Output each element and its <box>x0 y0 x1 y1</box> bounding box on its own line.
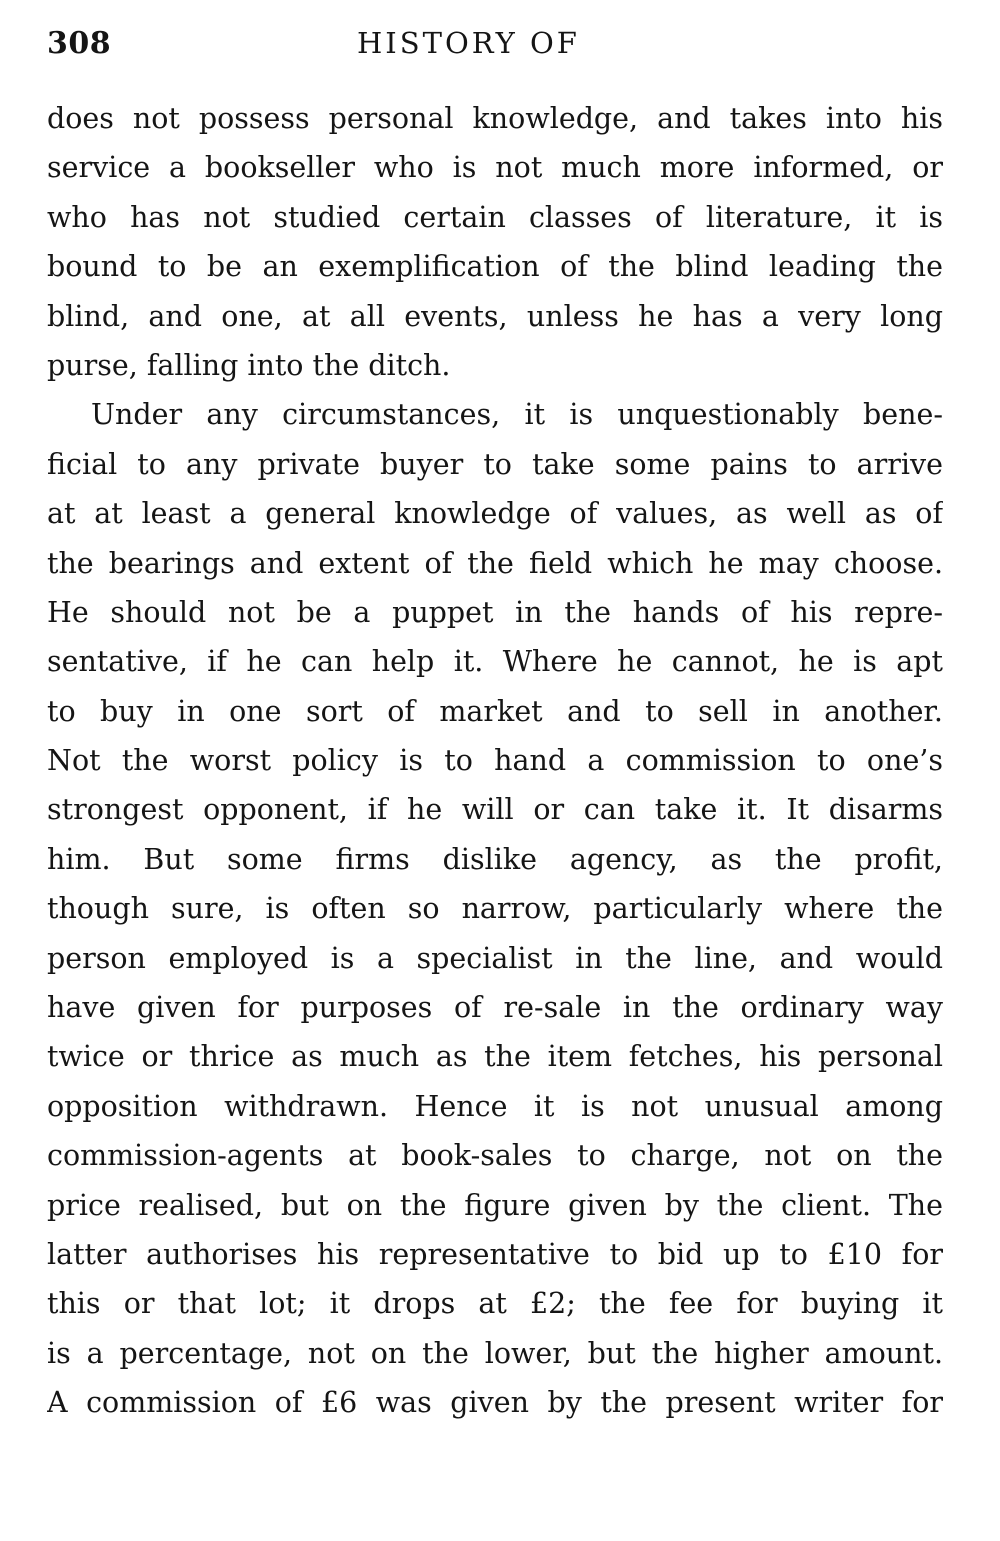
text-line: at at least a general knowledge of values, as well as of <box>47 497 943 531</box>
text-line: to buy in one sort of market and to sell in another. <box>47 694 943 728</box>
text-line: commission-agents at book-sales to charge, not on the <box>47 1139 943 1173</box>
body-text <box>47 94 943 1428</box>
text-line: twice or thrice as much as the item fetches, his personal <box>47 1040 943 1074</box>
text-line: latter authorises his representative to bid up to £10 for <box>47 1237 943 1271</box>
paragraph-1 <box>47 94 943 390</box>
text-line: Under any circumstances, it is unquestionably bene- <box>91 398 943 432</box>
text-line: strongest opponent, if he will or can take it. It disarms <box>47 793 943 827</box>
page-number: 308 <box>47 26 112 61</box>
text-line: does not possess personal knowledge, and takes into his <box>47 102 943 135</box>
text-line: purse, falling into the ditch. <box>47 348 451 382</box>
text-line: though sure, is often so narrow, particularly where the <box>47 892 943 926</box>
text-line: ficial to any private buyer to take some pains to arrive <box>47 447 943 481</box>
text-line: He should not be a puppet in the hands of his repre- <box>47 595 943 629</box>
text-line: person employed is a specialist in the line, and would <box>47 941 943 975</box>
paragraph-2 <box>47 390 943 1427</box>
text-line: opposition withdrawn. Hence it is not unusual among <box>47 1089 943 1123</box>
text-line: Not the worst policy is to hand a commission to one’s <box>47 744 943 778</box>
running-head <box>47 26 943 72</box>
text-line: him. But some firms dislike agency, as the profit, <box>47 842 943 876</box>
text-line: bound to be an exemplification of the blind leading the <box>47 250 943 284</box>
text-line: have given for purposes of re-sale in the ordinary way <box>47 991 943 1025</box>
text-line: the bearings and extent of the field which he may choose. <box>47 546 943 580</box>
text-line: this or that lot; it drops at £2; the fee for buying it <box>47 1287 943 1321</box>
text-line: blind, and one, at all events, unless he has a very long <box>47 299 943 333</box>
text-line: price realised, but on the figure given by the client. The <box>47 1188 943 1222</box>
text-line: who has not studied certain classes of literature, it is <box>47 200 943 234</box>
running-title: HISTORY OF <box>357 26 580 60</box>
text-line: A commission of £6 was given by the present writer for <box>47 1386 943 1420</box>
text-line: sentative, if he can help it. Where he cannot, he is apt <box>47 645 943 679</box>
text-line: service a bookseller who is not much more informed, or <box>47 151 943 185</box>
text-line: is a percentage, not on the lower, but the higher amount. <box>47 1336 943 1370</box>
